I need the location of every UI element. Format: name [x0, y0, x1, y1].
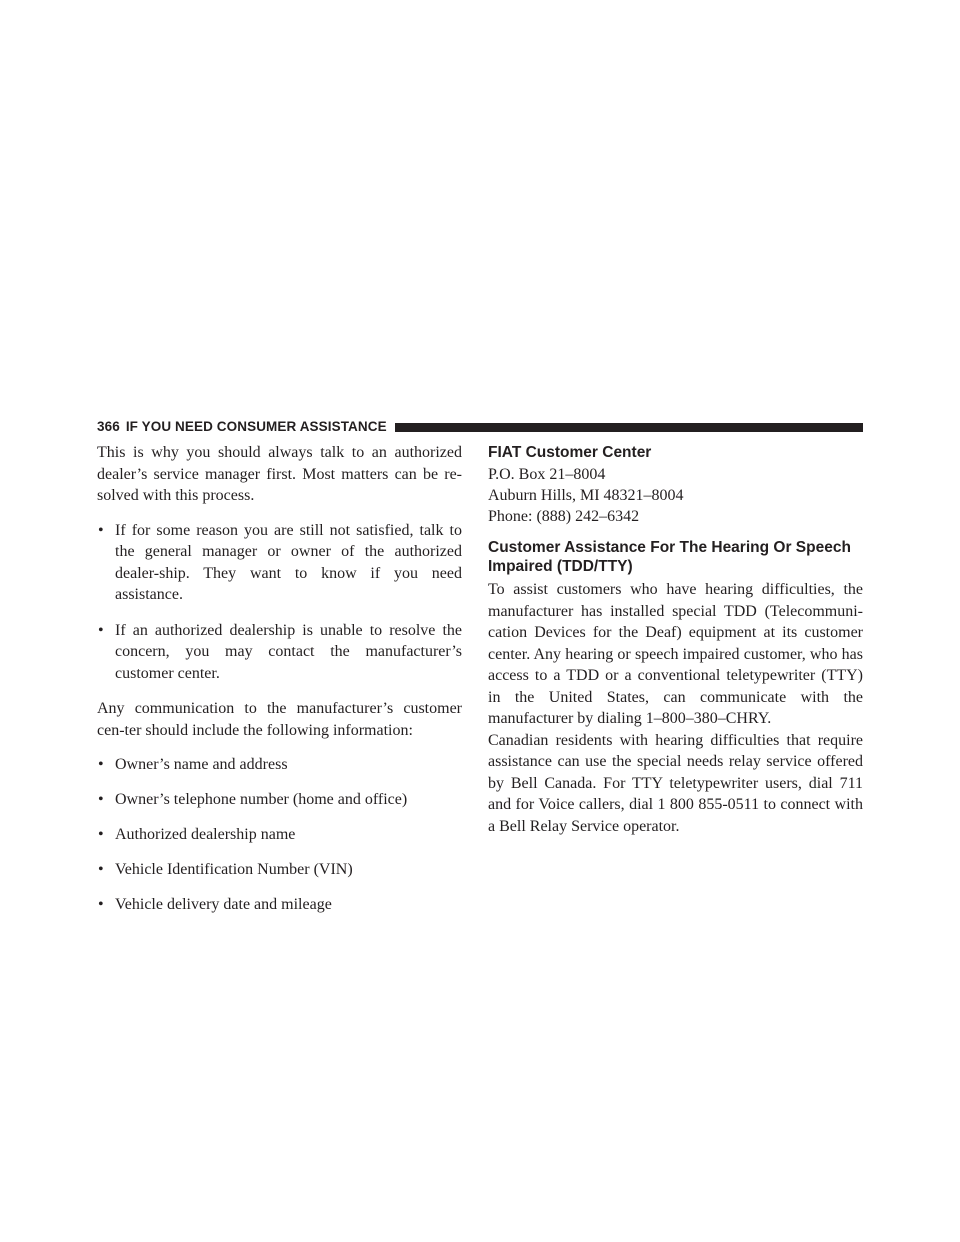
fiat-address-block: [488, 464, 863, 527]
tdd-heading-line2: Impaired (TDD/TTY): [488, 558, 633, 575]
bullet-icon: •: [98, 756, 104, 773]
header-rule: [395, 423, 863, 432]
list-item-text: Owner’s name and address: [115, 756, 288, 773]
address-line-city: Auburn Hills, MI 48321–8004: [488, 487, 684, 504]
tdd-tty-heading: [488, 538, 863, 576]
intro-paragraph: This is why you should always talk to an authorized dealer’s service manager first. Most matters can be re-solved with this process.: [97, 444, 462, 504]
list-item: [97, 754, 462, 776]
bullet-icon: •: [98, 896, 104, 913]
list-item-text: Vehicle Identification Number (VIN): [115, 861, 353, 878]
bullet-icon: •: [98, 861, 104, 878]
list-item: [97, 789, 462, 811]
list-item: [97, 824, 462, 846]
required-info-list: [97, 754, 462, 916]
list-item-text: If an authorized dealership is unable to resolve the concern, you may contact the manufacturer’s customer center.: [115, 621, 462, 682]
assistance-steps-list: [97, 520, 462, 685]
list-item-text: If for some reason you are still not satisfied, talk to the general manager or owner of the authorized dealer-ship. They want to know if you need assistance.: [115, 521, 462, 603]
fiat-customer-center-heading: FIAT Customer Center: [488, 444, 652, 461]
bullet-icon: •: [98, 521, 104, 539]
list-item: [97, 859, 462, 881]
tdd-paragraph-canada: Canadian residents with hearing difficulties that require assistance can use the special needs relay service offered by Bell Canada. For TTY teletypewriter users, dial 711 and for Voice callers, dial 1 800 855-0511 to connect with a Bell Relay Service operator.: [488, 731, 863, 835]
list-item-text: Owner’s telephone number (home and office): [115, 791, 408, 808]
list-item-text: Authorized dealership name: [115, 826, 296, 843]
list-item: [97, 520, 462, 606]
tdd-body: [488, 579, 863, 837]
list-item: [97, 620, 462, 685]
address-line-pobox: P.O. Box 21–8004: [488, 466, 606, 483]
tdd-heading-line1: Customer Assistance For The Hearing Or Speech: [488, 539, 851, 556]
info-intro-paragraph: Any communication to the manufacturer’s customer cen-ter should include the following information:: [97, 700, 462, 739]
left-column: [97, 442, 462, 929]
tdd-paragraph-us: To assist customers who have hearing difficulties, the manufacturer has installed special TDD (Telecommuni-cation Devices for the Deaf) equipment at its customer center. Any hearing or speech impaired customer, who has access to a TDD or a conventional teletypewriter (TTY) in the United States, can communicate with the manufacturer by dialing 1–800–380–CHRY.: [488, 581, 863, 727]
section-title: IF YOU NEED CONSUMER ASSISTANCE: [125, 419, 387, 434]
bullet-icon: •: [98, 621, 104, 639]
bullet-icon: •: [98, 826, 104, 843]
page-number: 366: [97, 419, 120, 434]
page-header: [97, 418, 863, 436]
header-text: [97, 418, 387, 436]
list-item: [97, 894, 462, 916]
address-line-phone: Phone: (888) 242–6342: [488, 508, 640, 525]
bullet-icon: •: [98, 791, 104, 808]
list-item-text: Vehicle delivery date and mileage: [115, 896, 332, 913]
right-column: [488, 442, 863, 837]
